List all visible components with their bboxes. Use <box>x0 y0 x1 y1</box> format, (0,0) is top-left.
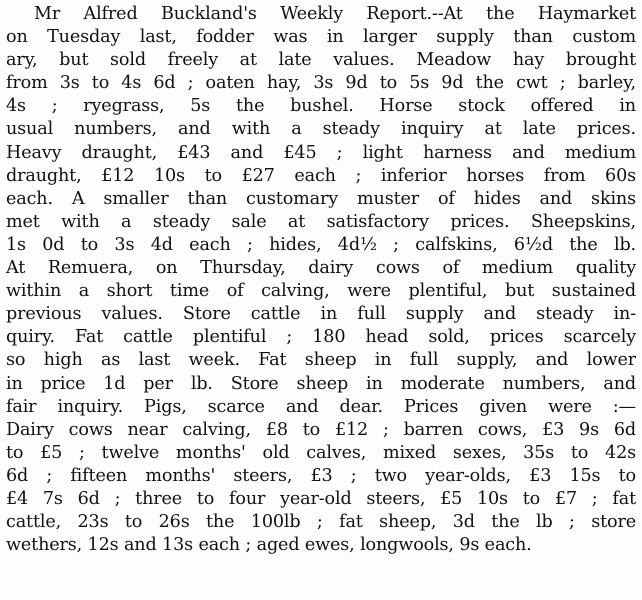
article-line: on Tuesday last, fodder was in larger supply than custom <box>6 27 636 48</box>
article-line: each. A smaller than customary muster of hides and skins <box>6 188 636 209</box>
article-line: 1s 0d to 3s 4d each ; hides, 4d½ ; calfskins, 6½d the lb. <box>6 234 636 255</box>
article-line: from 3s to 4s 6d ; oaten hay, 3s 9d to 5s 9d the cwt ; barley, <box>6 73 636 94</box>
article-line: to £5 ; twelve months' old calves, mixed sexes, 35s to 42s <box>6 442 636 463</box>
article-line: met with a steady sale at satisfactory prices. Sheepskins, <box>6 211 636 232</box>
article-line: At Remuera, on Thursday, dairy cows of medium quality <box>6 258 636 279</box>
article-line: ary, but sold freely at late values. Meadow hay brought <box>6 50 636 71</box>
article-line: 4s ; ryegrass, 5s the bushel. Horse stock offered in <box>6 96 636 117</box>
article-line: Dairy cows near calving, £8 to £12 ; barren cows, £3 9s 6d <box>6 419 636 440</box>
article-line: £4 7s 6d ; three to four year-old steers, £5 10s to £7 ; fat <box>6 488 636 509</box>
market-report-article <box>6 3 636 557</box>
article-line: quiry. Fat cattle plentiful ; 180 head sold, prices scarcely <box>6 327 636 348</box>
article-line: previous values. Store cattle in full supply and steady in- <box>6 304 636 325</box>
article-line: Heavy draught, £43 and £45 ; light harness and medium <box>6 142 636 163</box>
article-line: in price 1d per lb. Store sheep in moderate numbers, and <box>6 373 636 394</box>
article-line: cattle, 23s to 26s the 100lb ; fat sheep, 3d the lb ; store <box>6 512 636 533</box>
article-line: draught, £12 10s to £27 each ; inferior horses from 60s <box>6 165 636 186</box>
article-line: 6d ; fifteen months' steers, £3 ; two year-olds, £3 15s to <box>6 465 636 486</box>
article-line: Mr Alfred Buckland's Weekly Report.--At the Haymarket <box>34 4 636 24</box>
article-line: usual numbers, and with a steady inquiry at late prices. <box>6 119 636 140</box>
article-line: wethers, 12s and 13s each ; aged ewes, longwools, 9s each. <box>6 535 532 556</box>
article-line: within a short time of calving, were plentiful, but sustained <box>6 281 636 302</box>
article-line: fair inquiry. Pigs, scarce and dear. Prices given were :— <box>6 396 636 417</box>
article-line: so high as last week. Fat sheep in full supply, and lower <box>6 350 636 371</box>
